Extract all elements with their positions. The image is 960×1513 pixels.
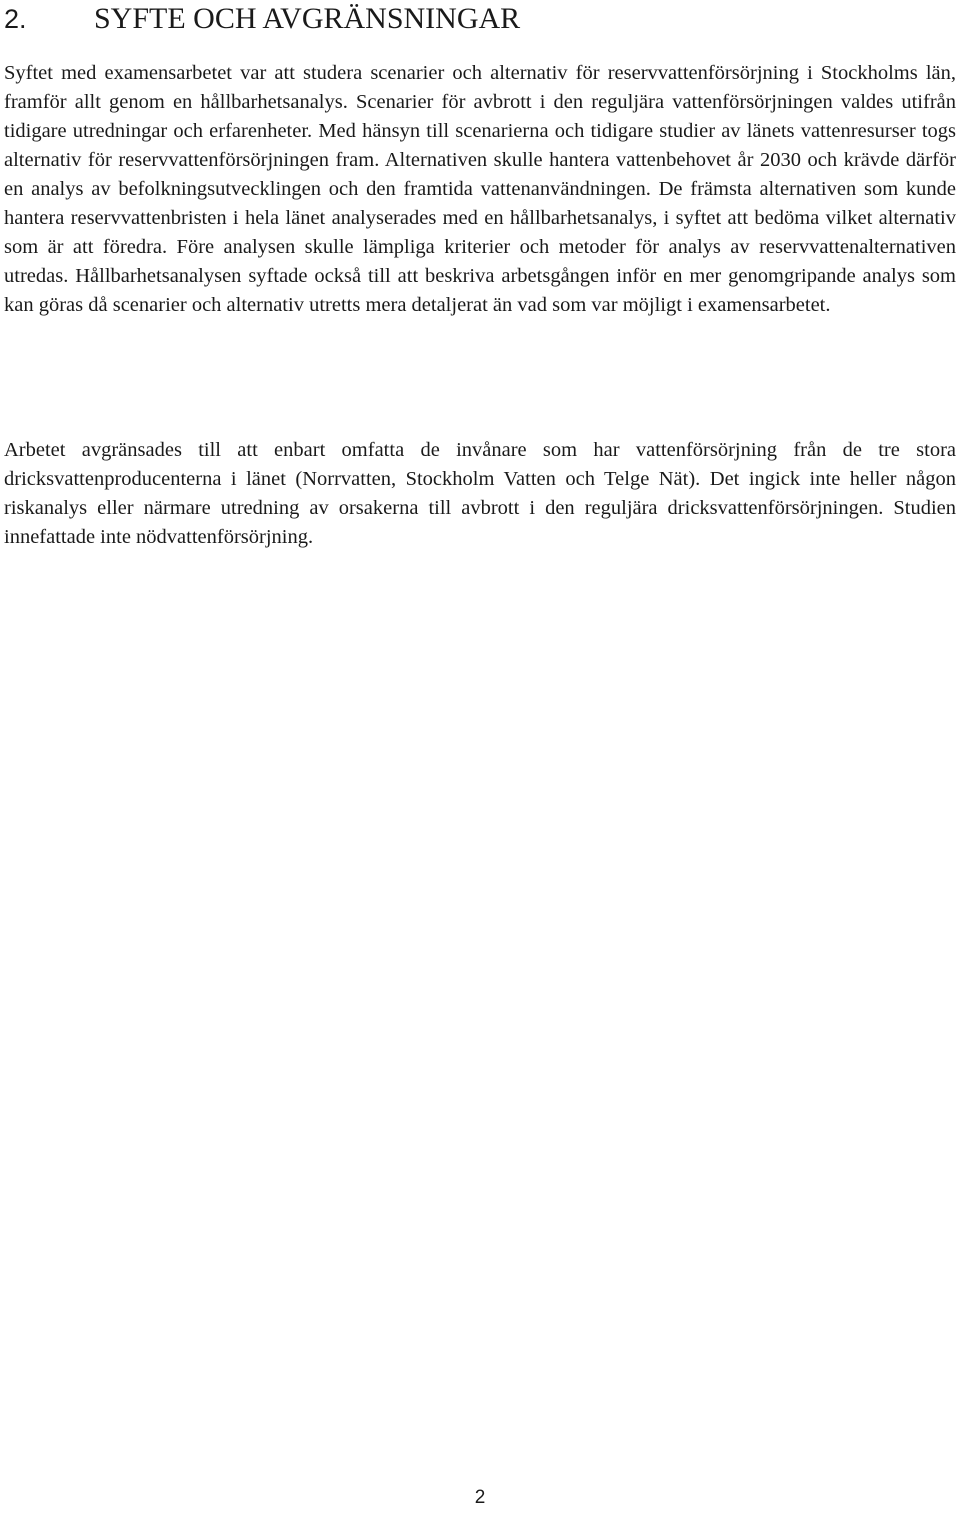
paragraph-delimitations: Arbetet avgränsades till att enbart omfatta de invånare som har vattenförsörjning från de tre stora dricksvattenproducenterna i länet (Norrvatten, Stockholm Vatten och Telge Nät). Det ingick inte heller någon riskanalys eller närmare utredning av orsakerna till avbrott i den reguljära dricksvattenförsörjningen. Studien innefattade inte nödvattenförsörjning. bbox=[4, 439, 956, 548]
section-heading bbox=[4, 2, 520, 36]
section-title: SYFTE OCH AVGRÄNSNINGAR bbox=[94, 2, 521, 35]
page-number: 2 bbox=[474, 1487, 486, 1508]
paragraph-purpose: Syftet med examensarbetet var att studera scenarier och alternativ för reservvattenförsörjning i Stockholms län, framför allt genom en hållbarhetsanalys. Scenarier för avbrott i den reguljära vattenförsörjningen valdes utifrån tidigare utredningar och erfarenheter. Med hänsyn till scenarierna och tidigare studier av länets vattenresurser togs alternativ för reservvattenförsörjningen fram. Alternativen skulle hantera vattenbehovet år 2030 och krävde därför en analys av befolkningsutvecklingen och den framtida vattenanvändningen. De främsta alternativen som kunde hantera reservvattenbristen i hela länet analyserades med en hållbarhetsanalys, i syftet att bedöma vilket alternativ som är att föredra. Före analysen skulle lämpliga kriterier och metoder för analys av reservvattenalternativen utredas. Hållbarhetsanalysen syftade också till att beskriva arbetsgången inför en mer genomgripande analys som kan göras då scenarier och alternativ utretts mera detaljerat än vad som var möjligt i examensarbetet. bbox=[4, 62, 956, 316]
section-number: 2. bbox=[4, 4, 27, 34]
